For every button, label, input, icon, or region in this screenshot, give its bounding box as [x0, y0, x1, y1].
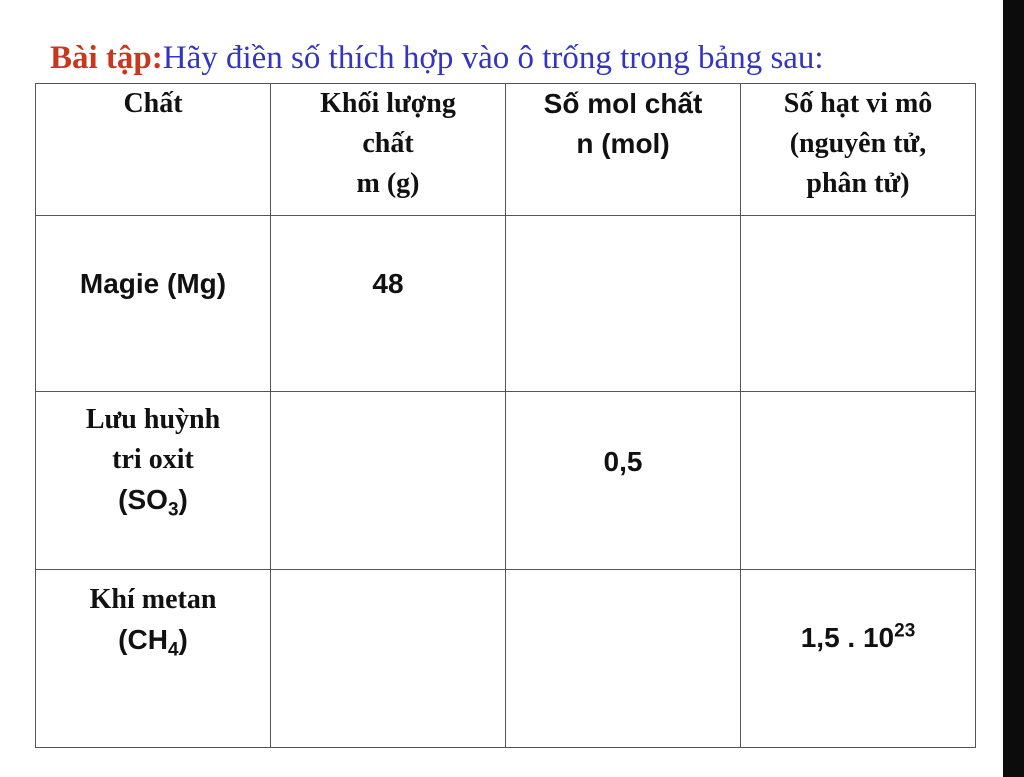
header-particles [741, 84, 976, 216]
mass-cell [271, 392, 506, 570]
header-substance [36, 84, 271, 216]
particles-cell [741, 392, 976, 570]
particles-exponent: 23 [894, 620, 916, 642]
header-substance-line: Chất [123, 88, 183, 119]
table-row [36, 570, 976, 748]
particles-cell [741, 570, 976, 748]
particles-value [741, 618, 975, 658]
substance-name: tri oxit [112, 444, 194, 475]
substance-name: Lưu huỳnh [85, 404, 221, 435]
exercise-instruction: Hãy điền số thích hợp vào ô trống trong bảng sau: [162, 40, 824, 76]
particles-mantissa: 1,5 . 10 [800, 622, 895, 653]
particles-cell [741, 216, 976, 392]
mol-cell [506, 392, 741, 570]
formula-subscript: 4 [167, 639, 179, 661]
header-particles-line: (nguyên tử, [789, 128, 927, 159]
substance-cell [36, 216, 271, 392]
right-edge [1003, 0, 1024, 777]
mol-cell [506, 216, 741, 392]
mass-cell [271, 216, 506, 392]
mol-value: 0,5 [603, 446, 643, 477]
header-row [36, 84, 976, 216]
substance-name: Khí metan [89, 584, 217, 615]
header-mass-line: m (g) [356, 168, 420, 199]
header-mol [506, 84, 741, 216]
formula-base: CH [127, 624, 168, 655]
exercise-title [50, 38, 824, 78]
header-mass [271, 84, 506, 216]
formula-subscript: 3 [167, 499, 179, 521]
formula-base: SO [127, 484, 168, 515]
exercise-label: Bài tập: [50, 40, 163, 76]
mass-cell [271, 570, 506, 748]
substance-cell [36, 392, 271, 570]
header-particles-line: Số hạt vi mô [783, 88, 933, 119]
substance-formula: $(SO_3)$ [118, 484, 188, 521]
substance-formula: $(CH_4)$ [118, 624, 188, 661]
exercise-table [35, 83, 976, 748]
substance-cell [36, 570, 271, 748]
mol-cell [506, 570, 741, 748]
header-particles-line: phân tử) [806, 168, 910, 199]
mass-value: 48 [372, 268, 404, 299]
table-row [36, 392, 976, 570]
table-row [36, 216, 976, 392]
header-mol-line: n (mol) [576, 128, 670, 159]
header-mass-line: chất [362, 128, 414, 159]
header-mol-line: Số mol chất [543, 88, 703, 119]
substance-name: Magie (Mg) [79, 268, 227, 299]
header-mass-line: Khối lượng [320, 88, 456, 119]
